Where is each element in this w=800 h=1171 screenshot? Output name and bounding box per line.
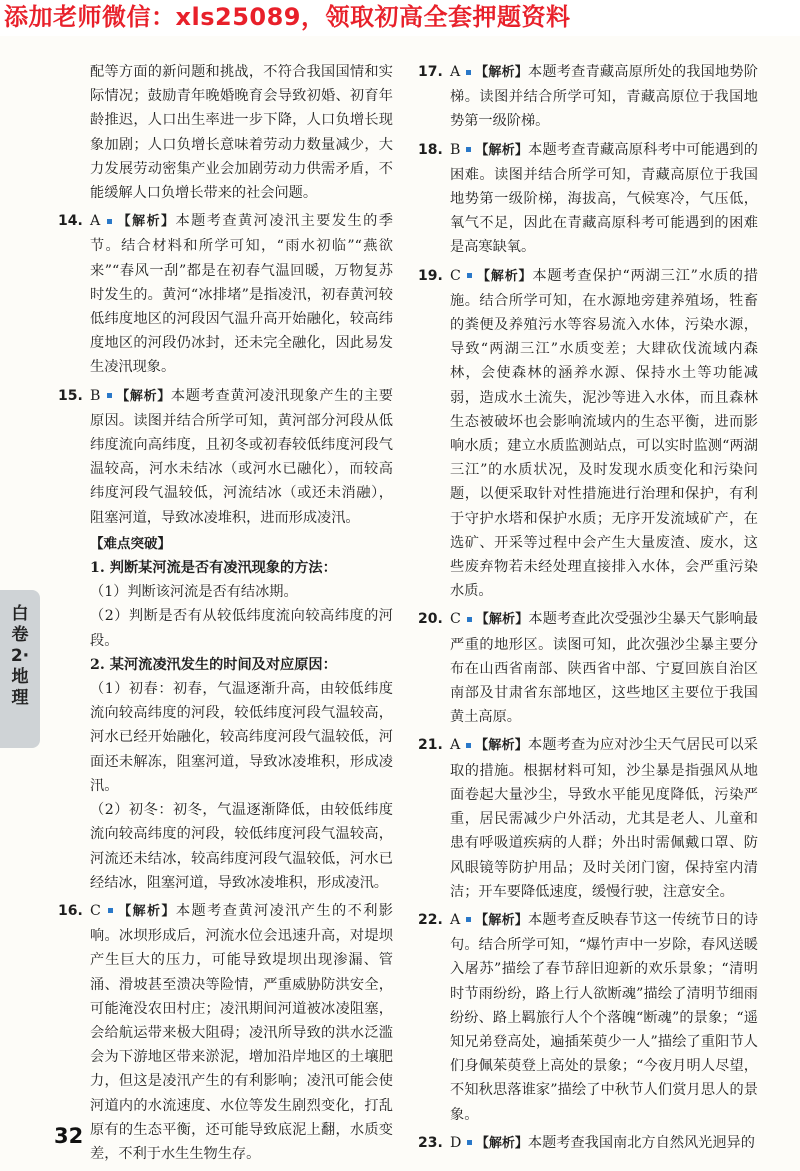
answer-item-15 [58,384,393,530]
answer-item-19 [418,264,758,604]
analysis-tag: 【解析】 [116,903,176,919]
bullet-square-icon [466,70,471,75]
analysis-text: 本题考查我国南北方自然风光迥异的 [527,1134,755,1151]
bullet-square-icon [466,917,471,922]
bullet-square-icon [466,743,471,748]
difficulty-point-1: （1）判断该河流是否有结冰期。 [90,584,298,601]
difficulty-title: 【难点突破】 [90,535,171,552]
banner-text: 添加老师微信：xls25089，领取初高全套押题资料 [4,3,571,31]
item-number: 17. [418,64,443,80]
analysis-tag: 【解析】 [475,612,529,628]
item-number: 22. [418,911,443,928]
item-number: 14. [58,213,83,230]
page-number: 32 [54,1124,84,1148]
side-tab-label: 白卷2·地理 [10,604,30,708]
answer-item-17 [418,60,758,134]
analysis-text: 本题考查为应对沙尘天气居民可以采取的措施。根据材料可知，沙尘暴是指强风从地面卷起大量沙尘，导致水平能见度降低，污染严重，居民需减少户外活动，尤其是老人、儿童和患有呼吸道疾病的人群；外出时需佩戴口罩、防风眼镜等防护用品；及时关闭门窗，保持室内清洁；开车要降低速度，缓慢行驶，注意安全。 [450,737,758,900]
analysis-tag: 【解析】 [475,142,529,158]
item-number: 18. [418,141,443,158]
answer-choice: B [450,141,461,158]
bullet-square-icon [467,1140,472,1145]
answer-choice: A [90,213,101,230]
answer-item-14 [58,209,393,379]
bullet-square-icon [107,219,112,224]
analysis-text: 本题考查黄河凌汛产生的不利影响。冰坝形成后，河流水位会迅速升高，对堤坝产生巨大的压力，可能导致堤坝出现渗漏、管涌、滑坡甚至溃决等险情，严重威胁防洪安全，可能淹没农田村庄；凌汛期间河道被冰凌阻塞，会给航运带来极大阻碍；凌汛所导致的洪水泛滥会为下游地区带来淤泥，增加沿岸地区的土壤肥力，但这是凌汛产生的有利影响；凌汛可能会使河道内的水流速度、水位等发生剧烈变化，打乱原有的生态平衡，还可能导致底泥上翻，水质变差，不利于水生生物生存。 [90,902,393,1162]
item-number: 19. [418,267,443,284]
analysis-tag: 【解析】 [475,1135,528,1151]
difficulty-heading-1: 1. 判断某河流是否有凌汛现象的方法： [90,560,337,577]
q13-continuation: 配等方面的新问题和挑战，不符合我国国情和实际情况；鼓励青年晚婚晚育会导致初婚、初育年龄推迟，人口出生率进一步下降，人口负增长现象加剧；人口负增长意味着劳动力数量减少，大力发展劳动密集产业会加剧劳动力供需矛盾，不能缓解人口负增长带来的社会问题。 [90,64,393,202]
bullet-square-icon [466,147,471,152]
item-number: 21. [418,737,443,754]
answer-choice: B [90,387,101,404]
answer-choice: A [450,737,461,754]
analysis-text: 本题考查黄河凌汛现象产生的主要原因。读图并结合所学可知，黄河部分河段从低纬度流向高纬度，且初冬或初春较低纬度河段气温较高，河水未结冰（或河水已融化），而较高纬度河段气温较低，河流结冰（或还未消融），阻塞河道，导致冰凌堆积，进而形成凌汛。 [90,387,393,526]
analysis-tag: 【解析】 [474,912,528,928]
answer-choice: A [450,911,461,928]
right-column [418,60,758,1156]
item-number: 23. [418,1134,443,1151]
analysis-tag: 【解析】 [474,65,528,80]
bullet-square-icon [107,393,112,398]
answer-item-23 [418,1131,758,1156]
difficulty-point-2: （2）判断是否有从较低纬度流向较高纬度的河段。 [90,608,393,649]
item-number: 20. [418,611,443,628]
left-column [58,60,393,1166]
answer-choice: C [90,902,101,919]
answer-choice: C [450,267,461,284]
answer-item-22 [418,908,758,1127]
analysis-text: 本题考查黄河凌汛主要发生的季节。结合材料和所学可知，“雨水初临”“燕欲来”“春风一刮”都是在初春气温回暖，万物复苏时发生的。黄河“冰排堵”是指凌汛，初春黄河较低纬度地区的河段因气温升高开始融化，较高纬度地区的河段仍冰封，还未完全融化，因此易发生凌汛现象。 [90,213,393,376]
bullet-square-icon [467,617,472,622]
header-banner [0,0,800,36]
analysis-tag: 【解析】 [476,268,533,284]
answer-item-20 [418,607,758,729]
bullet-square-icon [108,908,113,913]
analysis-text: 本题考查保护“两湖三江”水质的措施。结合所学可知，在水源地旁建养殖场，牲畜的粪便及养殖污水等容易流入水体，污染水源，导致“两湖三江”水质变差；大肆砍伐流域内森林，会使森林的涵养水源、保持水土等功能减弱，造成水土流失，泥沙等进入水体，而且森林生态被破坏也会影响流域内的生态平衡，进而影响水质；建立水质监测站点，可以实时监测“两湖三江”的水质状况，及时发现水质变化和污染问题，以便采取针对性措施进行治理和保护，有利于守护水塔和保护水质；无序开发流域矿产，在选矿、开采等过程中会产生大量废渣、废水，这些废弃物若未经处理直接排入水体，会严重污染水质。 [450,267,758,600]
analysis-text: 本题考查青藏高原所处的我国地势阶梯。读图并结合所学可知，青藏高原位于我国地势第一级阶梯。 [450,64,758,130]
analysis-text: 本题考查此次受强沙尘暴天气影响最严重的地形区。读图可知，此次强沙尘暴主要分布在山西省南部、陕西省中部、宁夏回族自治区南部及甘肃省东部地区，这些地区主要位于我国黄土高原。 [450,611,758,726]
analysis-tag: 【解析】 [474,738,528,754]
analysis-text: 本题考查青藏高原科考中可能遇到的困难。读图并结合所学可知，青藏高原位于我国地势第一级阶梯，海拔高，气候寒冷，气压低，氧气不足，因此在青藏高原科考可能遇到的困难是高寒缺氧。 [450,141,758,256]
item-number: 16. [58,902,83,919]
bullet-square-icon [467,273,472,278]
analysis-tag: 【解析】 [116,214,176,230]
answer-choice: C [450,611,461,628]
answer-choice: D [450,1134,462,1151]
difficulty-heading-2: 2. 某河流凌汛发生的时间及对应原因： [90,656,337,673]
analysis-tag: 【解析】 [115,388,171,404]
item-number: 15. [58,387,83,404]
difficulty-point-3: （1）初春：初春，气温逐渐升高，由较低纬度流向较高纬度的河段，较低纬度河段气温较高，河水已经开始融化，较高纬度河段气温较低，河面还未解冻，阻塞河道，导致冰凌堆积，形成凌汛。 [90,681,393,794]
analysis-text: 本题考查反映春节这一传统节日的诗句。结合所学可知，“爆竹声中一岁除，春风送暖入屠苏”描绘了春节辞旧迎新的欢乐景象；“清明时节雨纷纷，路上行人欲断魂”描绘了清明节细雨纷纷、路上羁旅行人个个落魄“断魂”的景象；“遥知兄弟登高处，遍插茱萸少一人”描绘了重阳节人们身佩茱萸登上高处的景象；“今夜月明人尽望，不知秋思落谁家”描绘了中秋节人们赏月思人的景象。 [450,911,758,1123]
difficulty-point-4: （2）初冬：初冬，气温逐渐降低，由较低纬度流向较高纬度的河段，较低纬度河段气温较高，河流还未结冰，较高纬度河段气温较低，河水已经结冰，阻塞河道，导致冰凌堆积，形成凌汛。 [90,802,393,891]
answer-choice: A [450,64,461,80]
answer-item-16 [58,899,393,1166]
answer-item-18 [418,138,758,260]
answer-item-21 [418,733,758,903]
